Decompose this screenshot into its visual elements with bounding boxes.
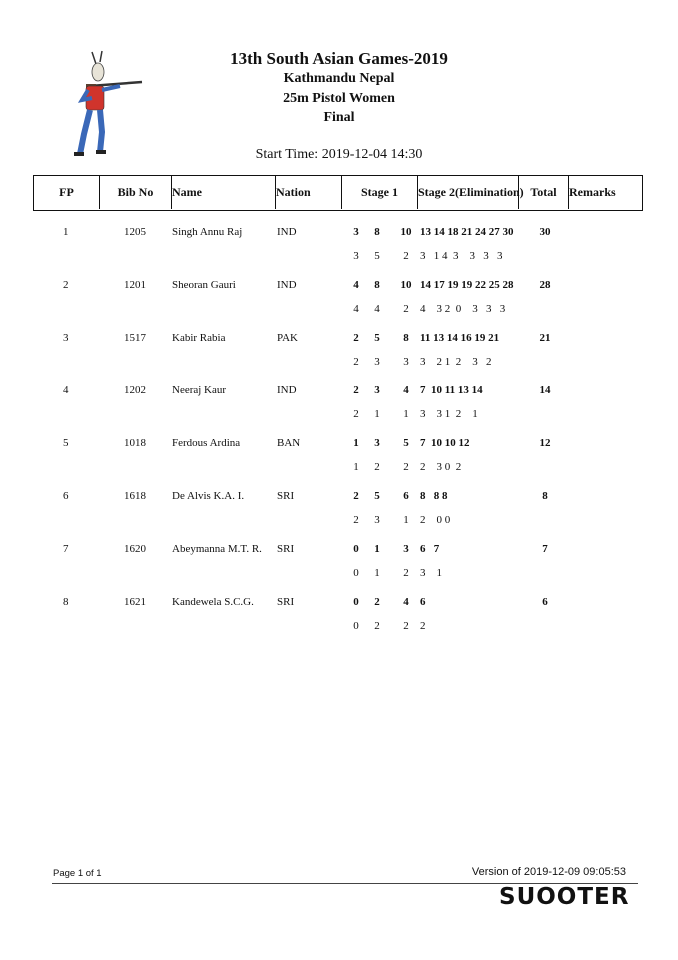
row-name: De Alvis K.A. I. bbox=[172, 490, 245, 502]
row-nation: SRI bbox=[277, 542, 295, 555]
row-bib: 1618 bbox=[124, 490, 146, 502]
stage2-series-scores: 3 1 4 3 3 3 3 bbox=[420, 250, 503, 262]
row-name: Ferdous Ardina bbox=[172, 437, 241, 450]
event-name: 25m Pistol Women bbox=[283, 91, 395, 106]
stage1-cumulative-score: 8 bbox=[403, 331, 409, 344]
col-fp: FP bbox=[34, 176, 100, 209]
row-total: 30 bbox=[539, 226, 551, 238]
row-total: 6 bbox=[542, 595, 548, 608]
row-fp: 3 bbox=[63, 331, 69, 344]
stage1-cumulative-score: 3 bbox=[403, 542, 409, 555]
stage1-cumulative-score: 2 bbox=[353, 384, 359, 397]
row-name: Kandewela S.C.G. bbox=[172, 595, 254, 608]
stage2-cumulative-scores: 7 10 10 12 bbox=[420, 437, 470, 450]
row-bib: 1202 bbox=[124, 384, 146, 397]
row-total: 7 bbox=[542, 542, 548, 555]
row-total: 28 bbox=[539, 278, 551, 291]
row-name: Abeymanna M.T. R. bbox=[172, 542, 262, 555]
stage1-series-score: 1 bbox=[403, 514, 409, 526]
stage1-cumulative-score: 8 bbox=[374, 278, 380, 291]
stage1-series-score: 4 bbox=[374, 302, 380, 315]
stage2-cumulative-scores: 14 17 19 19 22 25 28 bbox=[420, 278, 514, 291]
row-nation: BAN bbox=[277, 437, 301, 450]
row-total: 14 bbox=[539, 384, 551, 397]
row-bib: 1018 bbox=[124, 437, 146, 450]
stage1-series-score: 4 bbox=[353, 302, 359, 315]
row-total: 12 bbox=[539, 437, 551, 450]
col-name: Name bbox=[172, 176, 276, 209]
stage2-cumulative-scores: 13 14 18 21 24 27 30 bbox=[420, 226, 514, 238]
row-nation: SRI bbox=[277, 490, 295, 502]
col-nation: Nation bbox=[276, 176, 342, 209]
stage1-cumulative-score: 2 bbox=[353, 490, 359, 502]
stage1-series-score: 2 bbox=[374, 461, 380, 474]
stage1-series-score: 0 bbox=[353, 566, 359, 579]
event-title: 13th South Asian Games-2019 bbox=[230, 49, 448, 68]
row-fp: 2 bbox=[63, 278, 69, 291]
row-bib: 1517 bbox=[124, 331, 146, 344]
row-name: Kabir Rabia bbox=[172, 331, 226, 344]
stage1-series-score: 1 bbox=[403, 408, 409, 421]
row-name: Singh Annu Raj bbox=[172, 226, 243, 238]
stage1-series-score: 0 bbox=[353, 619, 359, 632]
row-fp: 7 bbox=[63, 542, 69, 555]
stage1-cumulative-score: 5 bbox=[374, 331, 380, 344]
row-name: Neeraj Kaur bbox=[172, 384, 227, 397]
row-fp: 1 bbox=[63, 226, 69, 238]
stage1-cumulative-score: 2 bbox=[353, 331, 359, 344]
version-text: Version of 2019-12-09 09:05:53 bbox=[471, 866, 626, 878]
stage1-cumulative-score: 10 bbox=[400, 278, 412, 291]
stage2-cumulative-scores: 11 13 14 16 19 21 bbox=[420, 331, 500, 344]
stage1-cumulative-score: 4 bbox=[403, 595, 409, 608]
stage2-series-scores: 2 3 0 2 bbox=[420, 461, 462, 474]
stage2-series-scores: 2 0 0 bbox=[420, 514, 451, 526]
stage1-cumulative-score: 4 bbox=[353, 278, 359, 291]
stage1-series-score: 5 bbox=[374, 250, 380, 262]
row-nation: PAK bbox=[277, 331, 298, 344]
row-nation: IND bbox=[277, 384, 297, 397]
stage1-series-score: 3 bbox=[374, 355, 380, 368]
stage2-series-scores: 4 3 2 0 3 3 3 bbox=[420, 302, 506, 315]
stage1-series-score: 1 bbox=[374, 566, 380, 579]
brand-logo: SUOOTER bbox=[499, 884, 630, 910]
row-bib: 1620 bbox=[124, 542, 146, 555]
stage1-cumulative-score: 6 bbox=[403, 490, 409, 502]
stage1-series-score: 2 bbox=[403, 619, 409, 632]
stage1-cumulative-score: 2 bbox=[374, 595, 380, 608]
stage1-series-score: 2 bbox=[403, 250, 409, 262]
row-name: Sheoran Gauri bbox=[172, 278, 236, 291]
stage2-series-scores: 3 2 1 2 3 2 bbox=[420, 355, 492, 368]
col-total: Total bbox=[519, 176, 569, 209]
stage1-series-score: 2 bbox=[403, 461, 409, 474]
stage1-cumulative-score: 1 bbox=[353, 437, 359, 450]
stage1-cumulative-score: 5 bbox=[374, 490, 380, 502]
row-total: 21 bbox=[539, 331, 551, 344]
stage1-cumulative-score: 10 bbox=[400, 226, 412, 238]
stage1-series-score: 2 bbox=[353, 514, 359, 526]
row-fp: 4 bbox=[63, 384, 69, 397]
stage2-series-scores: 3 3 1 2 1 bbox=[420, 408, 478, 421]
stage1-series-score: 2 bbox=[353, 408, 359, 421]
row-bib: 1205 bbox=[124, 226, 146, 238]
row-nation: IND bbox=[277, 278, 297, 291]
stage1-cumulative-score: 0 bbox=[353, 542, 359, 555]
stage2-cumulative-scores: 8 8 8 bbox=[420, 490, 448, 502]
stage2-series-scores: 2 bbox=[420, 619, 426, 632]
stage2-cumulative-scores: 6 7 bbox=[420, 542, 440, 555]
page-number: Page 1 of 1 bbox=[53, 868, 102, 879]
row-bib: 1621 bbox=[124, 595, 146, 608]
col-stage1: Stage 1 bbox=[342, 176, 418, 209]
stage1-series-score: 1 bbox=[374, 408, 380, 421]
stage1-series-score: 2 bbox=[403, 302, 409, 315]
stage1-series-score: 3 bbox=[353, 250, 359, 262]
stage2-series-scores: 3 1 bbox=[420, 566, 442, 579]
stage2-cumulative-scores: 7 10 11 13 14 bbox=[420, 384, 483, 397]
event-location: Kathmandu Nepal bbox=[283, 71, 395, 86]
event-phase: Final bbox=[323, 110, 355, 125]
results-table-header bbox=[33, 175, 643, 211]
col-stage2: Stage 2(Elimination) bbox=[418, 176, 519, 209]
row-nation: IND bbox=[277, 226, 297, 238]
stage1-series-score: 1 bbox=[353, 461, 359, 474]
row-fp: 5 bbox=[63, 437, 69, 450]
stage2-cumulative-scores: 6 bbox=[420, 595, 426, 608]
stage1-cumulative-score: 3 bbox=[374, 384, 380, 397]
stage1-series-score: 2 bbox=[403, 566, 409, 579]
row-fp: 8 bbox=[63, 595, 69, 608]
stage1-series-score: 2 bbox=[353, 355, 359, 368]
col-remarks: Remarks bbox=[569, 185, 616, 199]
row-fp: 6 bbox=[63, 490, 69, 502]
stage1-series-score: 2 bbox=[374, 619, 380, 632]
row-nation: SRI bbox=[277, 595, 295, 608]
stage1-series-score: 3 bbox=[374, 514, 380, 526]
row-total: 8 bbox=[542, 490, 548, 502]
stage1-cumulative-score: 1 bbox=[374, 542, 380, 555]
stage1-cumulative-score: 8 bbox=[374, 226, 380, 238]
col-bib: Bib No bbox=[100, 176, 172, 209]
stage1-cumulative-score: 5 bbox=[403, 437, 409, 450]
start-time: Start Time: 2019-12-04 14:30 bbox=[255, 147, 423, 162]
stage1-cumulative-score: 0 bbox=[353, 595, 359, 608]
stage1-cumulative-score: 3 bbox=[353, 226, 359, 238]
stage1-series-score: 3 bbox=[403, 355, 409, 368]
row-bib: 1201 bbox=[124, 278, 146, 291]
stage1-cumulative-score: 3 bbox=[374, 437, 380, 450]
stage1-cumulative-score: 4 bbox=[403, 384, 409, 397]
